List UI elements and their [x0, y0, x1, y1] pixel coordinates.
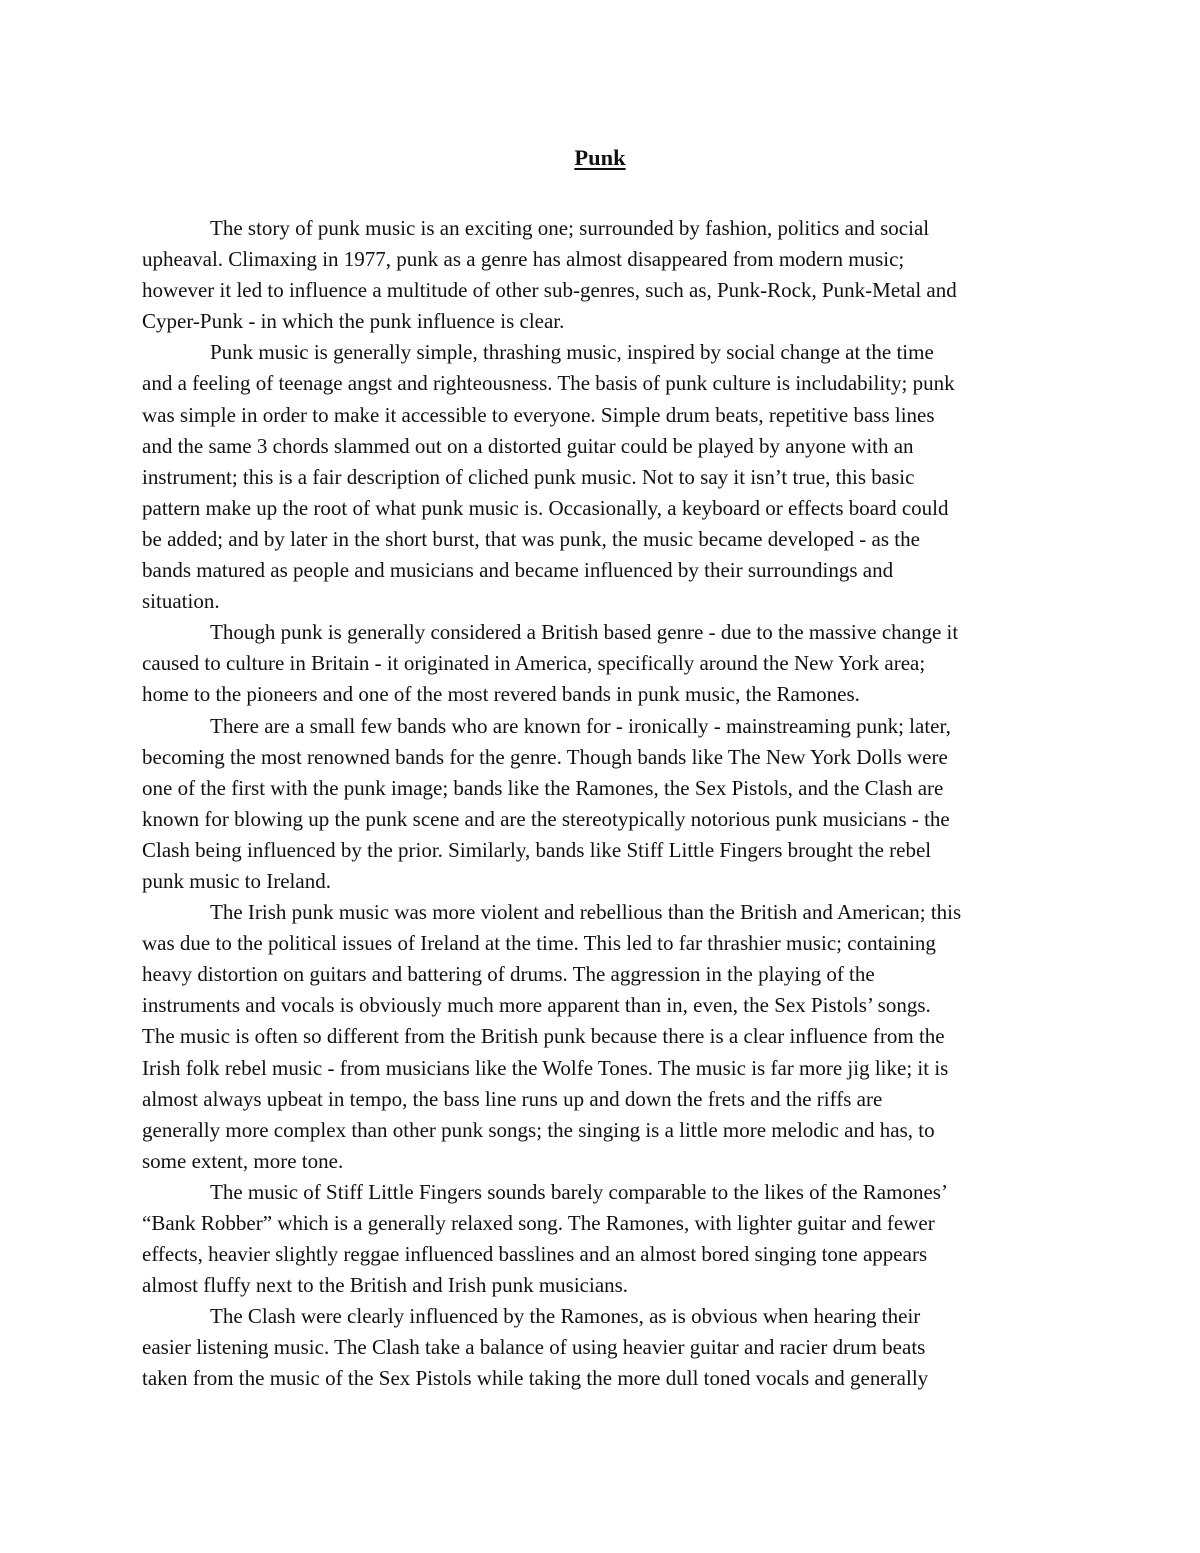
text-line: home to the pioneers and one of the most revered bands in punk music, the Ramones. — [142, 682, 860, 707]
text-line: Punk music is generally simple, thrashing music, inspired by social change at the time — [210, 340, 934, 365]
text-line: and the same 3 chords slammed out on a distorted guitar could be played by anyone with an — [142, 433, 914, 458]
text-line: some extent, more tone. — [142, 1148, 344, 1173]
text-line: instrument; this is a fair description of cliched punk music. Not to say it isn’t true, this basic — [142, 464, 915, 489]
paragraph-4 — [142, 711, 1062, 898]
text-line: and a feeling of teenage angst and righteousness. The basis of punk culture is includability; punk — [142, 371, 955, 396]
text-line: The Irish punk music was more violent and rebellious than the British and American; this — [210, 900, 962, 925]
text-line: be added; and by later in the short burst, that was punk, the music became developed - as the — [142, 526, 920, 551]
text-line: situation. — [142, 589, 220, 614]
paragraph-1 — [142, 213, 1062, 337]
text-line: almost always upbeat in tempo, the bass line runs up and down the frets and the riffs are — [142, 1086, 883, 1111]
text-line: upheaval. Climaxing in 1977, punk as a genre has almost disappeared from modern music; — [142, 247, 905, 272]
text-line: taken from the music of the Sex Pistols while taking the more dull toned vocals and generally — [142, 1366, 929, 1391]
text-line: almost fluffy next to the British and Irish punk musicians. — [142, 1273, 629, 1298]
text-line: “Bank Robber” which is a generally relaxed song. The Ramones, with lighter guitar and fewer — [142, 1211, 935, 1235]
text-line: caused to culture in Britain - it originated in America, specifically around the New York area; — [142, 651, 926, 676]
paragraph-6 — [142, 1177, 1062, 1301]
text-line: Though punk is generally considered a British based genre - due to the massive change it — [210, 620, 959, 645]
text-line: effects, heavier slightly reggae influenced basslines and an almost bored singing tone appears — [142, 1242, 928, 1267]
text-line: Irish folk rebel music - from musicians like the Wolfe Tones. The music is far more jig like; it is — [142, 1055, 949, 1080]
text-line: however it led to influence a multitude of other sub-genres, such as, Punk-Rock, Punk-Metal and — [142, 278, 957, 303]
text-line: was due to the political issues of Ireland at the time. This led to far thrashier music; containing — [142, 931, 936, 956]
text-line: Clash being influenced by the prior. Similarly, bands like Stiff Little Fingers brought the rebel — [142, 837, 932, 862]
text-line: There are a small few bands who are known for - ironically - mainstreaming punk; later, — [210, 713, 951, 738]
paragraph-5 — [142, 897, 1062, 1177]
text-line: The story of punk music is an exciting one; surrounded by fashion, politics and social — [210, 216, 930, 240]
text-line: known for blowing up the punk scene and are the stereotypically notorious punk musicians - the — [142, 806, 950, 831]
text-line: Cyper-Punk - in which the punk influence is clear. — [142, 309, 565, 334]
text-line: one of the first with the punk image; bands like the Ramones, the Sex Pistols, and the Clash are — [142, 775, 944, 800]
paragraph-3 — [142, 617, 1062, 710]
text-line: punk music to Ireland. — [142, 868, 331, 893]
text-line: The music is often so different from the British punk because there is a clear influence from the — [142, 1024, 945, 1049]
paragraph-2 — [142, 337, 1062, 617]
paragraph-7 — [142, 1301, 1062, 1394]
text-line: pattern make up the root of what punk music is. Occasionally, a keyboard or effects board could — [142, 495, 949, 520]
text-line: was simple in order to make it accessible to everyone. Simple drum beats, repetitive bass lines — [142, 402, 935, 427]
text-line: easier listening music. The Clash take a balance of using heavier guitar and racier drum beats — [142, 1335, 926, 1360]
text-line: The Clash were clearly influenced by the Ramones, as is obvious when hearing their — [210, 1304, 921, 1329]
text-line: generally more complex than other punk songs; the singing is a little more melodic and has, to — [142, 1117, 935, 1142]
text-line: becoming the most renowned bands for the genre. Though bands like The New York Dolls were — [142, 744, 948, 769]
document-body — [142, 213, 1062, 1395]
text-line: The music of Stiff Little Fingers sounds barely comparable to the likes of the Ramones’ — [210, 1179, 948, 1204]
page-title: Punk — [574, 145, 626, 170]
text-line: instruments and vocals is obviously much more apparent than in, even, the Sex Pistols’ songs. — [142, 993, 931, 1018]
text-line: heavy distortion on guitars and battering of drums. The aggression in the playing of the — [142, 962, 875, 987]
text-line: bands matured as people and musicians and became influenced by their surroundings and — [142, 558, 894, 583]
